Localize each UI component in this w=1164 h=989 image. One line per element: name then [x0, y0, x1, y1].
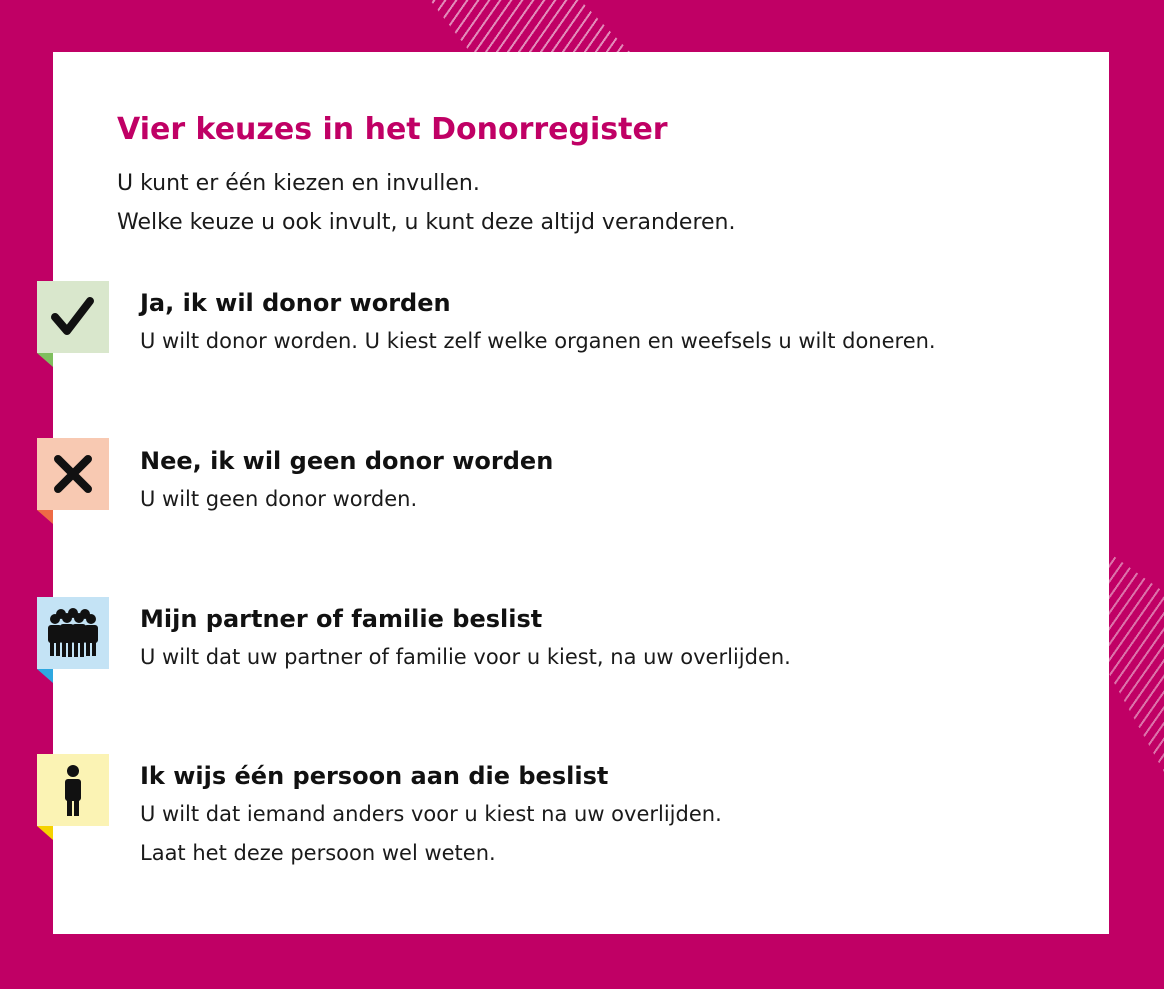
option-person-title: Ik wijs één persoon aan die beslist: [140, 762, 609, 790]
option-person-desc-2: Laat het deze persoon wel weten.: [140, 841, 496, 865]
info-card: [53, 52, 1109, 934]
page-title: Vier keuzes in het Donorregister: [117, 112, 668, 147]
option-no-desc: U wilt geen donor worden.: [140, 487, 418, 511]
cross-icon: [37, 438, 109, 510]
option-yes-title: Ja, ik wil donor worden: [140, 289, 451, 317]
decorative-stripes-top: [430, 0, 630, 52]
intro-line-1: U kunt er één kiezen en invullen.: [117, 171, 480, 196]
intro-text: [117, 164, 735, 242]
person-icon: [37, 754, 109, 826]
intro-line-2: Welke keuze u ook invult, u kunt deze altijd veranderen.: [117, 210, 736, 235]
option-no-title: Nee, ik wil geen donor worden: [140, 447, 554, 475]
family-icon: [37, 597, 109, 669]
checkmark-icon: [37, 281, 109, 353]
option-family-desc: U wilt dat uw partner of familie voor u kiest, na uw overlijden.: [140, 645, 791, 669]
option-family-title: Mijn partner of familie beslist: [140, 605, 543, 633]
option-yes-desc: U wilt donor worden. U kiest zelf welke organen en weefsels u wilt doneren.: [140, 329, 936, 353]
option-person-desc-1: U wilt dat iemand anders voor u kiest na uw overlijden.: [140, 802, 722, 826]
decorative-stripes-right: [1108, 552, 1164, 772]
